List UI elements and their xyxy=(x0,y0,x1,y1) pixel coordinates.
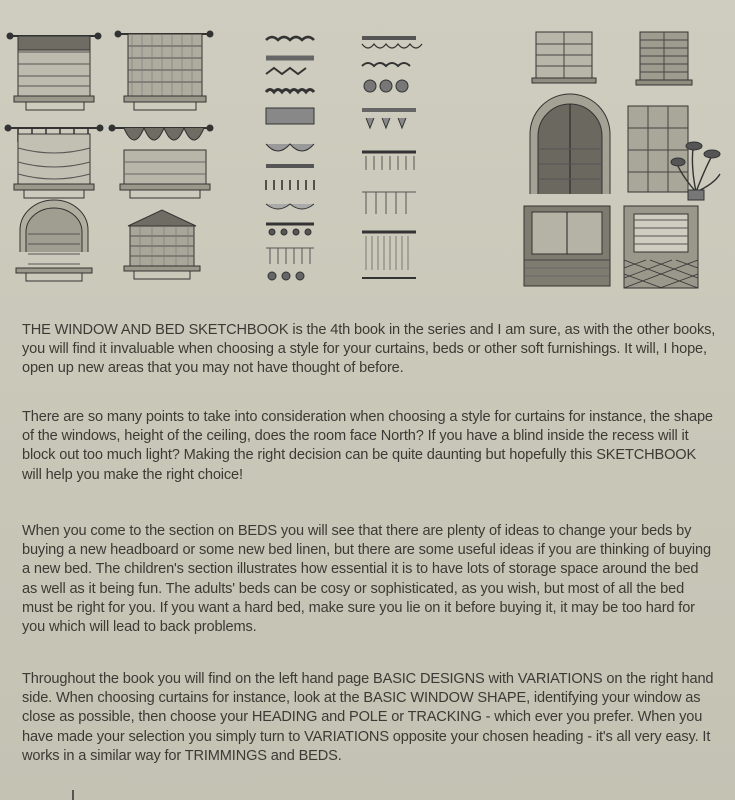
how-to-use-paragraph: Throughout the book you will find on the left hand page BASIC DESIGNS with VARIATIONS on the right hand side. When choosing curtains for instance, look at the BASIC WINDOW SHAPE, identifying your window as close as possible, then choose your HEADING and POLE or TRACKING - which ever you prefer. When you have made your selection you simply turn to VARIATIONS opposite your chosen heading - it's all very easy. It works in a similar way for TRIMMINGS and BEDS. xyxy=(22,671,714,764)
intro-paragraph: THE WINDOW AND BED SKETCHBOOK is the 4th book in the series and I am sure, as with the other books, you will find it invaluable when choosing a style for your curtains, beds or other soft furnishings. It will, I hope, open up new areas that you may not have thought of before. xyxy=(22,322,716,377)
trimmings-sketches xyxy=(258,32,473,294)
blind-sketches xyxy=(0,22,215,297)
window-shape-sketches xyxy=(516,24,731,296)
considerations-paragraph: There are so many points to take into consideration when choosing a style for curtains for instance, the shape of the windows, height of the ceiling, does the room face North? If you have a blind inside the recess will it block out too much light? Making the right decision can be quite daunting but hopefully this SKETCHBOOK will help you make the right choice! xyxy=(22,409,713,483)
beds-paragraph: When you come to the section on BEDS you will see that there are plenty of ideas to change your beds by buying a new headboard or some new bed linen, but there are some useful ideas if you are thinking of buying a new bed. The children's section illustrates how essential it is to have lots of storage space around the bed as well as it being fun. The adults' beds can be cosy or sophisticated, as you wish, but most of all the bed must be right for you. If you want a hard bed, make sure you lie on it before buying it, it may be too hard for you which will lead to back problems. xyxy=(22,523,711,636)
illustration-row xyxy=(0,0,735,300)
page-edge-mark xyxy=(72,790,74,800)
